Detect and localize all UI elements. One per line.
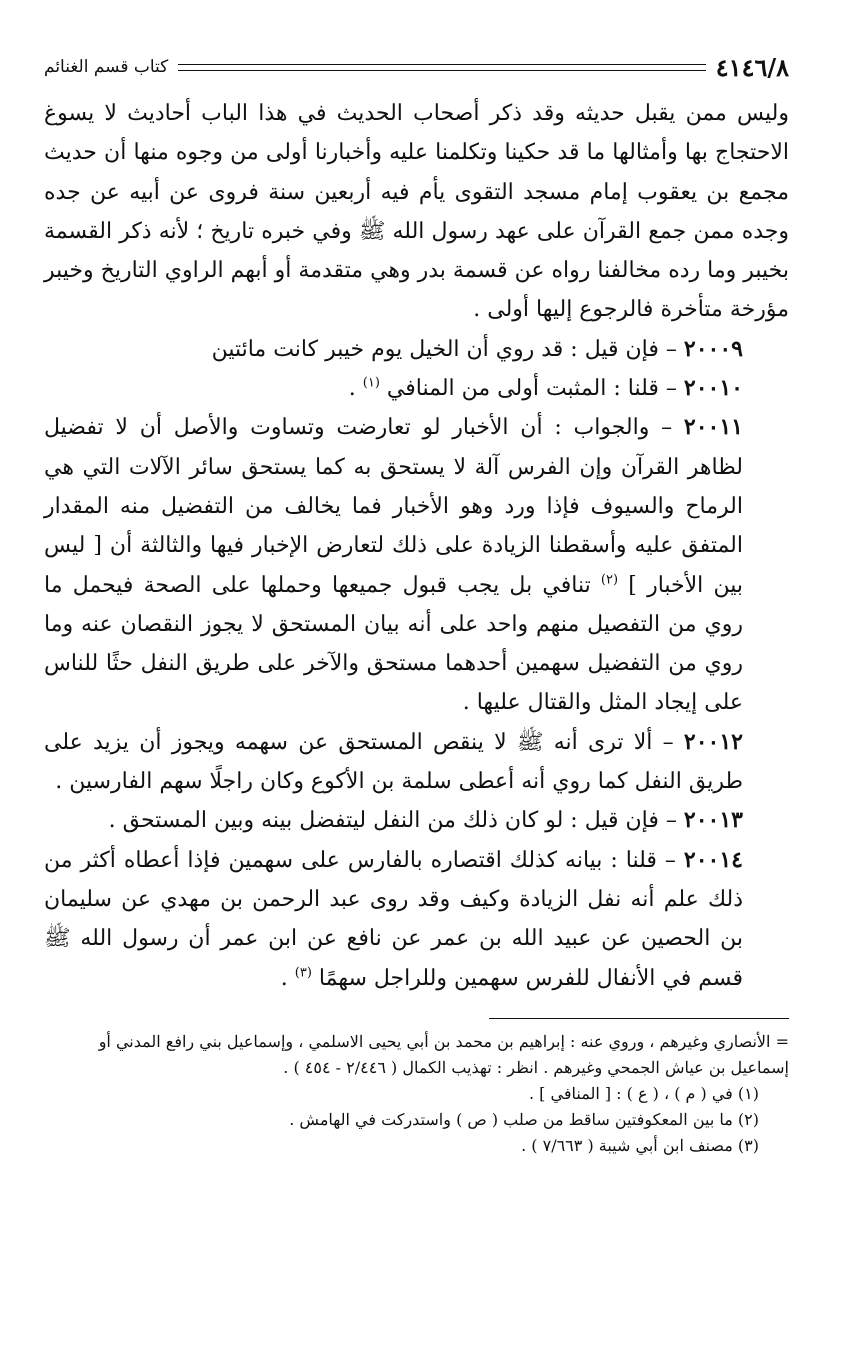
numbered-paragraph: ٢٠٠١٢ – ألا ترى أنه ﷺ لا ينقص المستحق عن سهمه ويجوز أن يزيد على طريق النفل كما روي أنه أعطى سلمة بن الأكوع وكان راجلًا سهم الفارسين . — [44, 728, 743, 795]
paragraph-number: ٢٠٠١١ — [683, 414, 743, 441]
numbered-paragraph: ٢٠٠١٣ – فإن قيل : لو كان ذلك من النفل ليتفضل بينه وبين المستحق . — [108, 807, 743, 834]
paragraph-number: ٢٠٠١٠ — [683, 375, 743, 402]
paragraph-text: فإن قيل : لو كان ذلك من النفل ليتفضل بينه وبين المستحق . — [108, 808, 659, 834]
paragraph — [44, 94, 789, 330]
paragraph-tail: تنافي بل يجب قبول جميعها وحملها على الصحة فيحمل ما روي من التفصيل منهم واحد على أنه بيان المستحق لا يجوز النقصان عنه وما روي من التفضيل سهمين أحدهما مستحق والآخر على طريق النفل حثًا للناس على إيجاد المثل والقتال عليها . — [44, 572, 743, 716]
paragraph-text: فإن قيل : قد روي أن الخيل يوم خيبر كانت مائتين — [211, 336, 659, 362]
footnote-marker: (٣) — [294, 965, 312, 981]
paragraph-text: والجواب : أن الأخبار لو تعارضت وتساوت والأصل أن لا تفضيل لظاهر القرآن وإن الفرس آلة لا يستحق به كما يستحق سائر الآلات التي هي الرماح والسيوف فإذا ورد وهو الأخبار فما يخالف من التفضيل منه المقدار المتفق عليه وأسقطنا الزيادة على ذلك لتعارض الإخبار فيها والثالثة أن [ ليس بين الأخبار ] — [44, 415, 744, 598]
paragraph-text: قلنا : بيانه كذلك اقتصاره بالفارس على سهمين فإذا أعطاه أكثر من ذلك علم أنه نفل الزيادة وكيف وقد روى عبد الرحمن بن مهدي عن سليمان بن الحصين عن عبيد الله بن عمر عن نافع عن ابن عمر أن رسول الله ﷺ قسم في الأنفال للفرس سهمين وللراجل سهمًا — [44, 847, 743, 991]
page-header — [44, 48, 789, 86]
paragraph-text: وليس ممن يقبل حديثه وقد ذكر أصحاب الحديث في هذا الباب أحاديث لا يسوغ الاحتجاج بها وأمثالها ما قد حكينا وتكلمنا عليه وأخبارنا أولى من وجوه منها أن حديث مجمع بن يعقوب إمام مسجد التقوى يأم فيه أربعين سنة فروى عن أبيه عن جده وجده ممن جمع القرآن على عهد رسول الله ﷺ وفي خبره تاريخ ؛ لأنه ذكر القسمة بخيبر وما رده مخالفنا رواه عن قسمة بدر وهي متقدمة أو أبهم الراوي التاريخ وخيبر مؤرخة متأخرة فالرجوع إليها أولى . — [44, 101, 789, 323]
main-text — [44, 94, 789, 998]
paragraph-tail: . — [280, 965, 295, 991]
numbered-paragraph: ٢٠٠١٠ – قلنا : المثبت أولى من المنافي $^{(١)}$ . — [348, 375, 743, 402]
paragraph-text: قلنا : المثبت أولى من المنافي — [386, 376, 659, 402]
footnote-marker: (٢) — [600, 572, 619, 588]
paragraph-number: ٢٠٠١٤ — [683, 846, 743, 873]
numbered-paragraph: ٢٠٠١٤ – قلنا : بيانه كذلك اقتصاره بالفارس على سهمين فإذا أعطاه أكثر من ذلك علم أنه نفل الزيادة وكيف وقد روى عبد الرحمن بن مهدي عن سليمان بن الحصين عن عبيد الله بن عمر عن نافع عن ابن عمر أن رسول الله ﷺ قسم في الأنفال للفرس سهمين وللراجل سهمًا $^{(٣)}$ . — [44, 846, 743, 991]
footnote-separator — [489, 1018, 789, 1019]
paragraph-tail: . — [348, 376, 363, 402]
paragraph-number: ٢٠٠١٣ — [683, 807, 743, 834]
paragraph-number: ٢٠٠٠٩ — [683, 335, 743, 362]
footnote-2: (٢) ما بين المعكوفتين ساقط من صلب ( ص ) واستدركت في الهامش . — [289, 1109, 759, 1129]
header-rule — [178, 64, 706, 71]
footnotes — [44, 1029, 789, 1159]
paragraph-text: ألا ترى أنه ﷺ لا ينقص المستحق عن سهمه ويجوز أن يزيد على طريق النفل كما روي أنه أعطى سلمة بن الأكوع وكان راجلًا سهم الفارسين . — [44, 729, 743, 795]
footnote-3: (٣) مصنف ابن أبي شيبة ( ٧/٦٦٣ ) . — [521, 1135, 759, 1155]
numbered-paragraph: ٢٠٠١١ – والجواب : أن الأخبار لو تعارضت وتساوت والأصل أن لا تفضيل لظاهر القرآن وإن الفرس آلة لا يستحق به كما يستحق سائر الآلات التي هي الرماح والسيوف فإذا ورد وهو الأخبار فما يخالف من التفضيل منه المقدار المتفق عليه وأسقطنا الزيادة على ذلك لتعارض الإخبار فيها والثالثة أن [ ليس بين الأخبار ] $^{(٢)}$ تنافي بل يجب قبول جميعها وحملها على الصحة فيحمل ما روي من التفصيل منهم واحد على أنه بيان المستحق لا يجوز النقصان عنه وما روي من التفضيل سهمين أحدهما مستحق والآخر على طريق النفل حثًا للناس على إيجاد المثل والقتال عليها . — [44, 414, 744, 716]
book-title: كتاب قسم الغنائم — [44, 57, 169, 77]
page-number: ٤١٤٦/٨ — [715, 52, 789, 82]
paragraph-number: ٢٠٠١٢ — [683, 728, 743, 755]
numbered-paragraph: ٢٠٠٠٩ – فإن قيل : قد روي أن الخيل يوم خيبر كانت مائتين — [211, 335, 743, 362]
footnote-marker: (١) — [362, 375, 380, 391]
footnote-1: (١) في ( م ) ، ( ع ) : [ المنافي ] . — [529, 1083, 759, 1103]
footnote-continuation: = الأنصاري وغيرهم ، وروي عنه : إبراهيم بن محمد بن أبي يحيى الاسلمي ، وإسماعيل بني رافع المدني أو إسماعيل بن عياش الجمحي وغيرهم . انظر : تهذيب الكمال ( ٢/٤٤٦ - ٤٥٤ ) . — [98, 1031, 789, 1077]
